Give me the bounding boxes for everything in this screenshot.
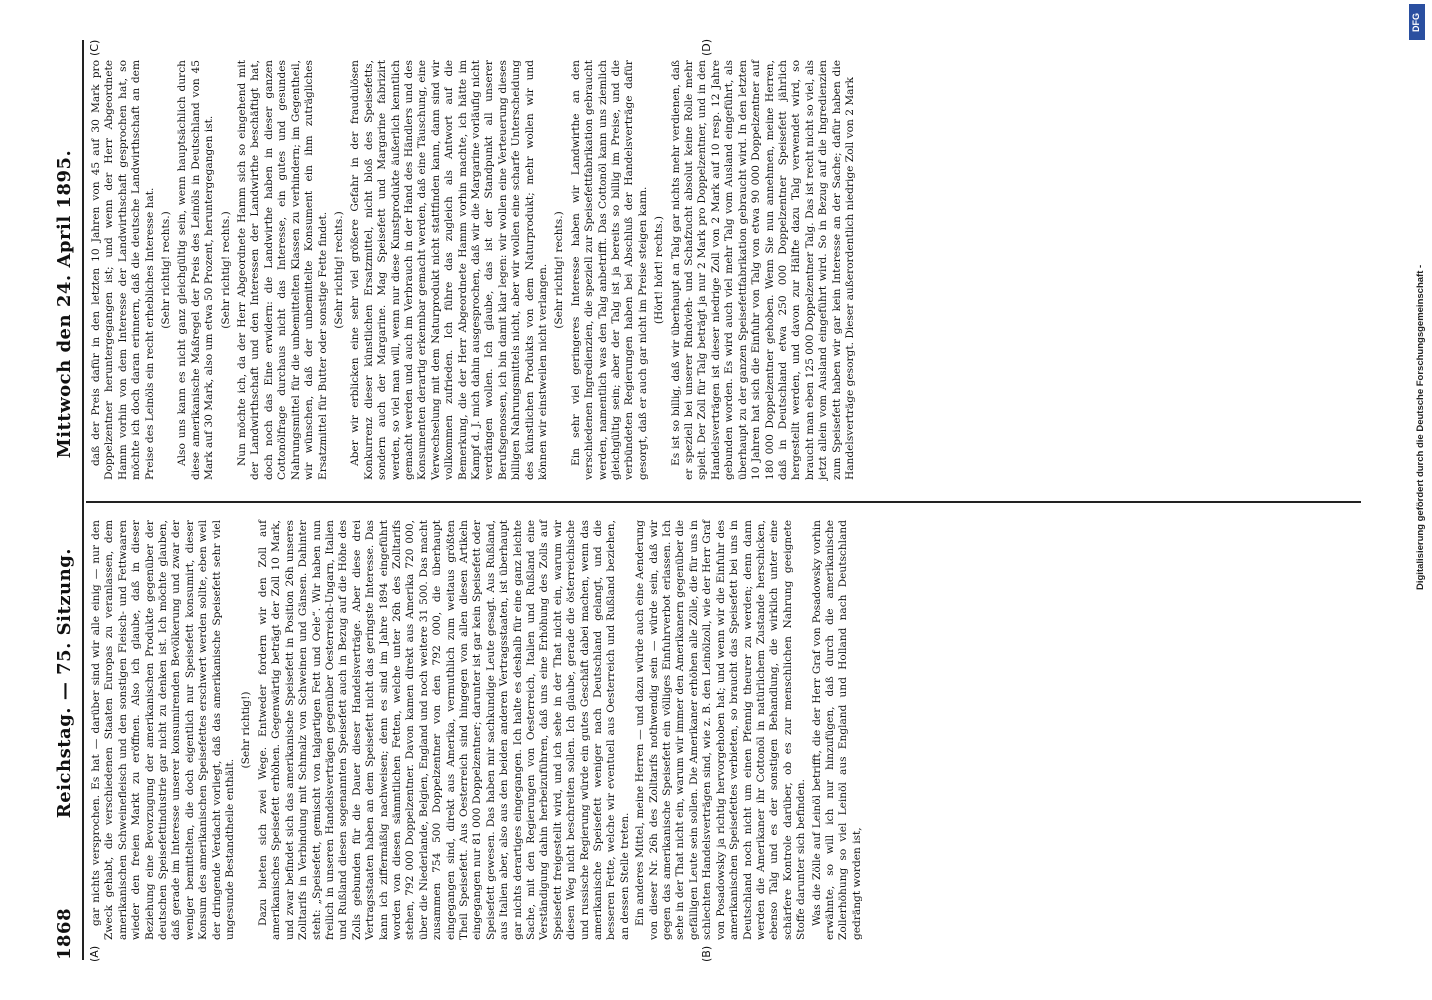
paragraph: Nun möchte ich, da der Herr Abgeordnete Hamm sich so eingehend mit der Landwirthschaft und den Interessen der Landwirthe beschäftigt hat, doch noch das Eine erwidern: die Landwirthe haben in dieser ganzen Cottonölfrage durchaus nicht das Interesse, ein gutes und gesundes Nahrungsmittel für die unbemittelten Klassen zu verhindern; im Gegentheil, wir wünschen, daß der unbemittelte Konsument ein ihm zuträgliches Ersatzmittel für Butter oder sonstige Fette findet. bbox=[236, 60, 329, 480]
page-header bbox=[50, 40, 78, 960]
dfg-logo: DFG bbox=[1409, 4, 1425, 40]
session-title: Reichstag. — 75. Sitzung. bbox=[53, 547, 75, 819]
right-column bbox=[90, 60, 859, 480]
paragraph: Es ist so billig, daß wir überhaupt an Talg gar nichts mehr verdienen, daß er speziell bei unserer Rindvieh- und Schafzucht absolut keine Rolle mehr spielt. Der Zoll für Talg beträgt ja nur 2 Mark pro Doppelzentner, und in den Handelsverträgen ist dieser niedrige Zoll von 2 Mark auf 10 resp. 12 Jahre gebunden worden. Es wird auch viel mehr Talg vom Ausland eingeführt, als überhaupt zu der ganzen Speisefettfabrikation gebraucht wird. In den letzten 10 Jahren hat sich die Einfuhr von Talg von etwa 90 000 Doppelzentner auf 180 000 Doppelzentner gehoben. Wenn Sie nun annehmen, meine Herren, daß in Deutschland etwa 250 000 Doppelzentner Speisefett jährlich hergestellt werden, und davon zur Hälfte dazu Talg verwendet wird, so braucht man eben 125 000 Doppelzentner Talg. Das ist recht nicht so viel, als jetzt allein vom Ausland eingeführt wird. So in Bezug auf die Ingredienzien zum Speisefett haben wir gar kein Interesse an der Sache; dafür haben die Handelsverträge gesorgt. Dieser außerordentlich niedrige Zoll von 2 Mark bbox=[669, 60, 856, 480]
interjection: (Sehr richtig!) bbox=[240, 691, 253, 769]
paragraph: daß der Preis dafür in den letzten 10 Jahren von 45 auf 30 Mark pro Doppelzentner heruntergegangen ist; und wenn der Herr Abgeordnete Hamm vorhin von dem Interesse der Landwirthschaft gesprochen hat, so möchte ich doch daran erinnern, daß die deutsche Landwirthschaft an dem Preise des Leinöls ein recht erhebliches Interesse hat. bbox=[90, 60, 156, 480]
paragraph: Aber wir erblicken eine sehr viel größere Gefahr in der fraudulösen Konkurrenz dieser künstlichen Ersatzmittel, nicht bloß des Speisefetts, sondern auch der Margarine. Mag Speisefett und Margarine fabrizirt werden, so viel man will, wenn nur diese Kunstprodukte äußerlich kenntlich gemacht werden und auch im Verbrauch in der Hand des Händlers und des Konsumenten derartig erkennbar gemacht werden, daß eine Täuschung, eine Verwechselung mit dem Naturprodukt nicht stattfinden kann, dann sind wir vollkommen zufrieden. Ich führe das zugleich als Antwort auf die Bemerkung, die der Herr Abgeordnete Hamm vorhin machte, ich hätte im Kampf d. J. mich dahin ausgesprochen, daß wir die Margarine vorläufig nicht verdrängen wollen. Ich glaube, das ist der Standpunkt all unserer Berufsgenossen, ich bin damit klar legen: wir wollen eine Verteuerung dieses billigen Nahrungsmittels nicht, aber wir wollen eine scharfe Unterscheidung des künstlichen Produkts von dem Naturprodukt; mehr wollen wir und können wir einstweilen nicht verlangen. bbox=[349, 60, 549, 480]
paragraph: Ein anderes Mittel, meine Herren — und dazu würde auch eine Aenderung von dieser Nr. 26h des Zolltarifs nothwendig sein — würde sein, daß wir gegen das amerikanische Speisefett ein völliges Einfuhrverbot erlassen. Ich sehe in der That nicht ein, warum wir immer den Amerikanern gegenüber die gefälligen Leute sein sollen. Die Amerikaner erhöhen alle Zölle, die für uns in schlechten Handelsverträgen sind, wie z. B. den Leinölzoll, wie der Herr Graf von Posadowsky ja richtig hervorgehoben hat; und wenn wir die Einfuhr des amerikanischen Speisefettes verbieten, so braucht das Speisefett bei uns in Deutschland noch nicht um einen Pfennig theurer zu werden; denn dann werden die Amerikaner ihr Cottonöl in natürlichem Zustande herschicken, ebenso Talg und es der sonstigen Behandlung, die wirklich unter eine schärfere Kontrole darüber, ob es zur menschlichen Nahrung geeignete Stoffe darunter sich befinden. bbox=[634, 520, 808, 940]
paragraph: gar nichts versprochen. Es hat — darüber sind wir alle einig — nur den Zweck gehabt, die verschiedenen Staaten Europas zu veranlassen, dem amerikanischen Schweinefleisch und den sonstigen Fleisch- und Fettwaaren wieder den freien Markt zu eröffnen. Also ich glaube, daß in dieser Beziehung eine Bevorzugung der amerikanischen Produkte gegenüber der deutschen Speisefettindustrie gar nicht zu denken ist. Ich möchte glauben, daß gerade im Interesse unserer konsumirenden Bevölkerung und zwar der weniger bemittelten, die doch eigentlich nur Speisefett konsumirt, dieser Konsum des amerikanischen Speisefettes erschwert werden sollte, eben weil der dringende Verdacht vorliegt, daß das amerikanische Speisefett sehr viel ungesunde Bestandtheile enthält. bbox=[90, 520, 237, 940]
digitization-credit: Digitalisierung gefördert durch die Deutsche Forschungsgemeinschaft - bbox=[1415, 264, 1426, 590]
interjection: (Sehr richtig! rechts.) bbox=[332, 211, 345, 329]
interjection: (Hört! hört! rechts.) bbox=[653, 215, 666, 325]
interjection: (Sehr richtig! rechts.) bbox=[219, 211, 232, 329]
marker-a: (A) bbox=[88, 945, 101, 962]
paragraph: Dazu bieten sich zwei Wege. Entweder fordern wir den Zoll auf amerikanisches Speisefett erhöhen. Gegenwärtig beträgt der Zoll 10 Mark, und zwar befindet sich das amerikanische Speisefett in Position 26h unseres Zolltarifs in Verbindung mit Schmalz von Schweinen und Gänsen. Dahinter steht: „Speisefett, gemischt von talgartigen Fett und Oele“. Wir haben nun freilich in unseren Handelsverträgen gegenüber Oesterreich-Ungarn, Italien und Rußland diesen sogenannten Speisefett auch in Bezug auf die Höhe des Zolls gebunden für die Dauer dieser Handelsverträge. Aber diese drei Vertragsstaaten haben an dem Speisefett nicht das geringste Interesse. Das kann ich ziffermäßig nachweisen; denn es sind im Jahre 1894 eingeführt worden von diesen sämmtlichen Fetten, welche unter 26h des Zolltarifs stehen, 792 000 Doppelzentner. Davon kamen direkt aus Amerika 720 000, über die Niederlande, Belgien, England und noch weitere 31 500. Das macht zusammen 754 500 Doppelzentner von den 792 000, die überhaupt eingegangen sind, direkt aus Amerika, vermuthlich zum weitaus größten Theil Speisefett. Aus Oesterreich sind hingegen von allen diesen Artikeln eingegangen nur 81 000 Doppelzentner; darunter ist gar kein Speisefett oder Speisefett gewesen. Das haben mir sachkundige Leute gesagt. Aus Rußland, aus Italien aber, also aus den beiden anderen Vertragsstaaten, ist überhaupt gar nichts derartiges eingegangen. Ich halte es deshalb für eine ganz leichte Sache, mit den Regierungen von Oesterreich, Italien und Rußland eine Verständigung dahin herbeizuführen, daß uns eine Erhöhung des Zolls auf Speisefett freigestellt wird, und ich sehe in der That nicht ein, warum wir diesen Weg nicht beschreiten sollen. Ich glaube, gerade die österreichische und russische Regierung würde ein gutes Geschäft dabei machen, wenn das amerikanische Speisefett weniger nach Deutschland gelangt, und die besseren Fette, welche wir eventuell aus Oesterreich und Rußland beziehen, an dessen Stelle treten. bbox=[256, 520, 631, 940]
paragraph: Was die Zölle auf Leinöl betrifft, die der Herr Graf von Posadowsky vorhin erwähnte, so will ich nur hinzufügen, daß durch die amerikanische Zollerhöhung so viel Leinöl aus England und Holland nach Deutschland gedrängt worden ist, bbox=[810, 520, 863, 940]
session-date: Mittwoch den 24. April 1895. bbox=[53, 149, 75, 459]
interjection: (Sehr richtig! rechts.) bbox=[160, 211, 173, 329]
paragraph: Also uns kann es nicht ganz gleichgültig sein, wenn hauptsächlich durch diese amerikanische Maßregel der Preis des Leinöls in Deutschland von 45 Mark auf 30 Mark, also um etwa 50 Prozent, heruntergegangen ist. bbox=[176, 60, 216, 480]
marker-c: (C) bbox=[88, 39, 101, 56]
interjection: (Sehr richtig! rechts.) bbox=[553, 211, 566, 329]
marker-d: (D) bbox=[700, 38, 713, 56]
header-rule bbox=[82, 40, 84, 960]
column-divider bbox=[86, 501, 1361, 503]
left-column bbox=[90, 520, 866, 940]
marker-b: (B) bbox=[700, 945, 713, 962]
page-number: 1868 bbox=[53, 907, 75, 960]
paragraph: Ein sehr viel geringeres Interesse haben wir Landwirthe an den verschiedenen Ingredienzien, die speziell zur Speisefettfabrikation gebraucht werden, namentlich was den Talg anbetrifft. Das Cottonöl kann uns ziemlich gleichgültig sein; aber der Talg ist ja bereits so billig im Preise, und die verbündeten Regierungen haben bei Abschluß der Handelsverträge dafür gesorgt, daß er auch gar nicht im Preise steigen kann. bbox=[569, 60, 649, 480]
